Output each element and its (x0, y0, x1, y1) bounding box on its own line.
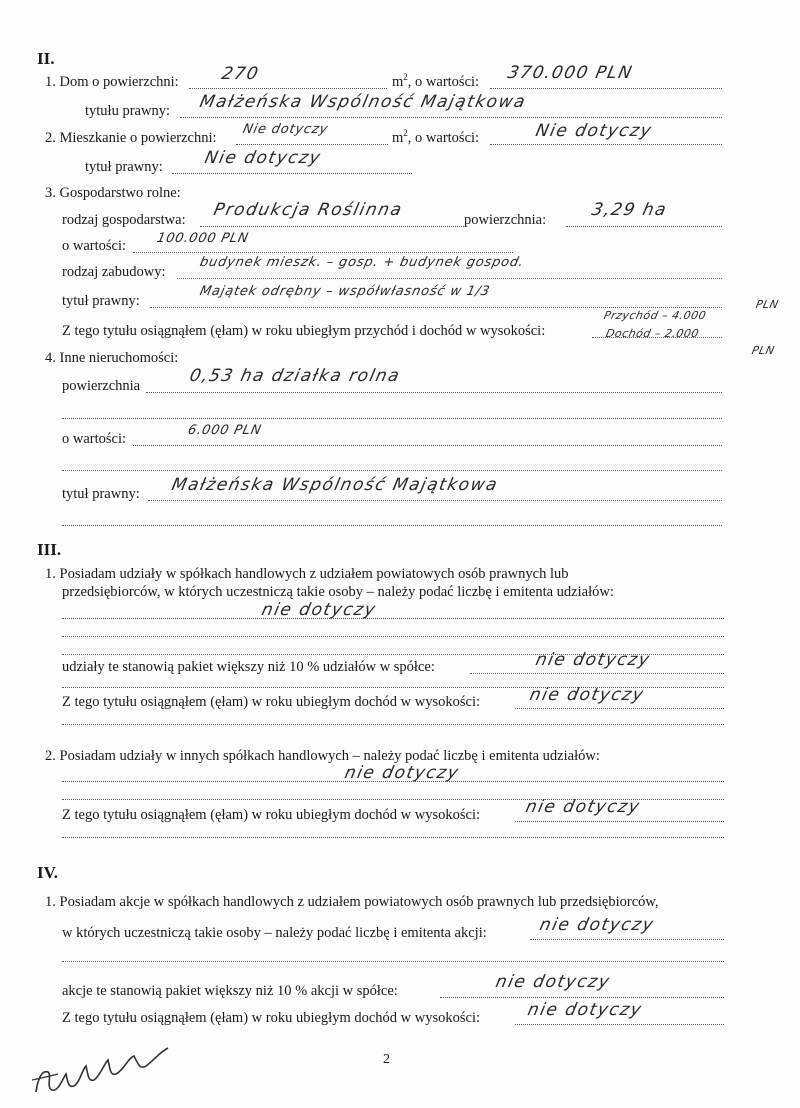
s4-p1-answer: nie dotyczy (537, 915, 657, 935)
gosp-buildings-label: rodzaj zabudowy: (62, 264, 166, 280)
gosp-przychod-value: Przychód – 4.000 (602, 309, 708, 322)
inne-area-label: powierzchnia (62, 378, 141, 394)
mieszk-value-line (490, 144, 722, 145)
gosp-value: 100.000 PLN (155, 231, 251, 246)
inne-area-line (146, 392, 722, 393)
gosp-buildings-line (177, 278, 722, 279)
s3-dochod-line-2 (62, 724, 724, 725)
section-iv-heading: IV. (37, 863, 58, 882)
s3-p1-answer: nie dotyczy (259, 600, 379, 620)
mieszk-value: Nie dotyczy (533, 121, 655, 141)
gosp-title-label: tytuł prawny: (62, 293, 140, 309)
mieszk-label: 2. Mieszkanie o powierzchni: (45, 130, 217, 146)
s3-dochod-line (515, 708, 724, 709)
gosp-type-line (200, 226, 464, 227)
gosp-area-value: 3,29 ha (589, 200, 670, 220)
s3-pakiet-label: udziały te stanowią pakiet większy niż 10 % udziałów w spółce: (62, 659, 435, 675)
gosp-label: 3. Gospodarstwo rolne: (45, 185, 181, 201)
gosp-dochod-unit: PLN (750, 344, 776, 357)
gosp-buildings-value: budynek mieszk. – gosp. + budynek gospod. (198, 255, 526, 270)
s3-p1-line-a (62, 618, 724, 619)
gosp-type-label: rodzaj gospodarstwa: (62, 212, 186, 228)
s3-p2-line-a (62, 781, 724, 782)
dom-value-line (490, 88, 722, 89)
s3-dochod2-line-2 (62, 837, 724, 838)
inne-value-line-2 (62, 470, 722, 471)
s3-p1-line1: 1. Posiadam udziały w spółkach handlowych z udziałem powiatowych osób prawnych lub (45, 566, 569, 582)
inne-value: 6.000 PLN (186, 423, 263, 438)
dom-title-label: tytułu prawny: (85, 103, 170, 119)
s3-dochod2-answer: nie dotyczy (523, 797, 643, 817)
dom-title-line (180, 117, 722, 118)
s3-dochod-answer: nie dotyczy (527, 685, 647, 705)
dom-area-line (189, 88, 387, 89)
mieszk-title-label: tytuł prawny: (85, 159, 163, 175)
gosp-title-value: Majątek odrębny – współwłasność w 1/3 (198, 284, 492, 299)
s4-p1-line (530, 939, 724, 940)
gosp-type-value: Produkcja Roślinna (211, 200, 405, 220)
dom-area-value: 270 (219, 64, 262, 84)
s4-pakiet-label: akcje te stanowią pakiet większy niż 10 % akcji w spółce: (62, 983, 398, 999)
inne-area-line-2 (62, 418, 722, 419)
gosp-dochod-value: Dochód – 2.000 (604, 327, 701, 340)
s4-p1-line-2 (62, 961, 724, 962)
mieszk-area-line (236, 144, 388, 145)
mieszk-area-value: Nie dotyczy (241, 122, 330, 137)
gosp-income-label: Z tego tytułu osiągnąłem (ęłam) w roku ubiegłym przychód i dochód w wysokości: (62, 323, 546, 339)
inne-area-value: 0,53 ha działka rolna (187, 366, 403, 386)
gosp-area-label: powierzchnia: (464, 212, 547, 228)
gosp-value-line (133, 252, 513, 253)
mieszk-title-value: Nie dotyczy (202, 148, 324, 168)
s3-dochod-label: Z tego tytułu osiągnąłem (ęłam) w roku ubiegłym dochód w wysokości: (62, 694, 481, 710)
dom-label: 1. Dom o powierzchni: (45, 74, 179, 90)
signature-scribble (28, 1030, 178, 1105)
s4-pakiet-line (440, 997, 724, 998)
m2-unit: $m^2$, o wartości: (392, 72, 480, 90)
mieszk-m2-unit: $m^2$, o wartości: (392, 128, 480, 146)
dom-title-value: Małżeńska Wspólność Majątkowa (197, 92, 529, 112)
mieszk-title-line (172, 173, 412, 174)
gosp-title-line (150, 307, 722, 308)
inne-title-line (148, 500, 722, 501)
gosp-przychod-unit: PLN (754, 298, 780, 311)
gosp-value-label: o wartości: (62, 238, 127, 254)
s4-dochod-line (515, 1024, 724, 1025)
inne-value-label: o wartości: (62, 431, 127, 447)
section-ii-heading: II. (37, 49, 55, 68)
s3-p2-line: 2. Posiadam udziały w innych spółkach handlowych – należy podać liczbę i emitenta udziałów: (45, 748, 600, 764)
s4-pakiet-answer: nie dotyczy (493, 972, 613, 992)
s4-dochod-answer: nie dotyczy (525, 1000, 645, 1020)
inne-title-line-2 (62, 525, 722, 526)
s3-pakiet-answer: nie dotyczy (533, 650, 653, 670)
s3-p1-line2: przedsiębiorców, w których uczestniczą takie osoby – należy podać liczbę i emitenta udziałów: (62, 584, 614, 600)
s4-dochod-label: Z tego tytułu osiągnąłem (ęłam) w roku ubiegłym dochód w wysokości: (62, 1010, 481, 1026)
s3-dochod2-line (515, 821, 724, 822)
dom-value: 370.000 PLN (505, 63, 635, 83)
section-iii-heading: III. (37, 540, 62, 559)
inne-title-value: Małżeńska Wspólność Majątkowa (169, 475, 501, 495)
s4-p1-line2: w których uczestniczą takie osoby – należy podać liczbę i emitenta akcji: (62, 925, 487, 941)
s3-pakiet-line (470, 673, 724, 674)
s4-p1-line1: 1. Posiadam akcje w spółkach handlowych z udziałem powiatowych osób prawnych lub przedsiębiorców, (45, 894, 659, 910)
gosp-area-line (566, 226, 722, 227)
s3-p1-line-b (62, 636, 724, 637)
inne-title-label: tytuł prawny: (62, 486, 140, 502)
inne-label: 4. Inne nieruchomości: (45, 350, 179, 366)
inne-value-line (133, 445, 722, 446)
page-number: 2 (383, 1052, 390, 1067)
s3-p2-answer: nie dotyczy (342, 763, 462, 783)
s3-dochod2-label: Z tego tytułu osiągnąłem (ęłam) w roku ubiegłym dochód w wysokości: (62, 807, 481, 823)
